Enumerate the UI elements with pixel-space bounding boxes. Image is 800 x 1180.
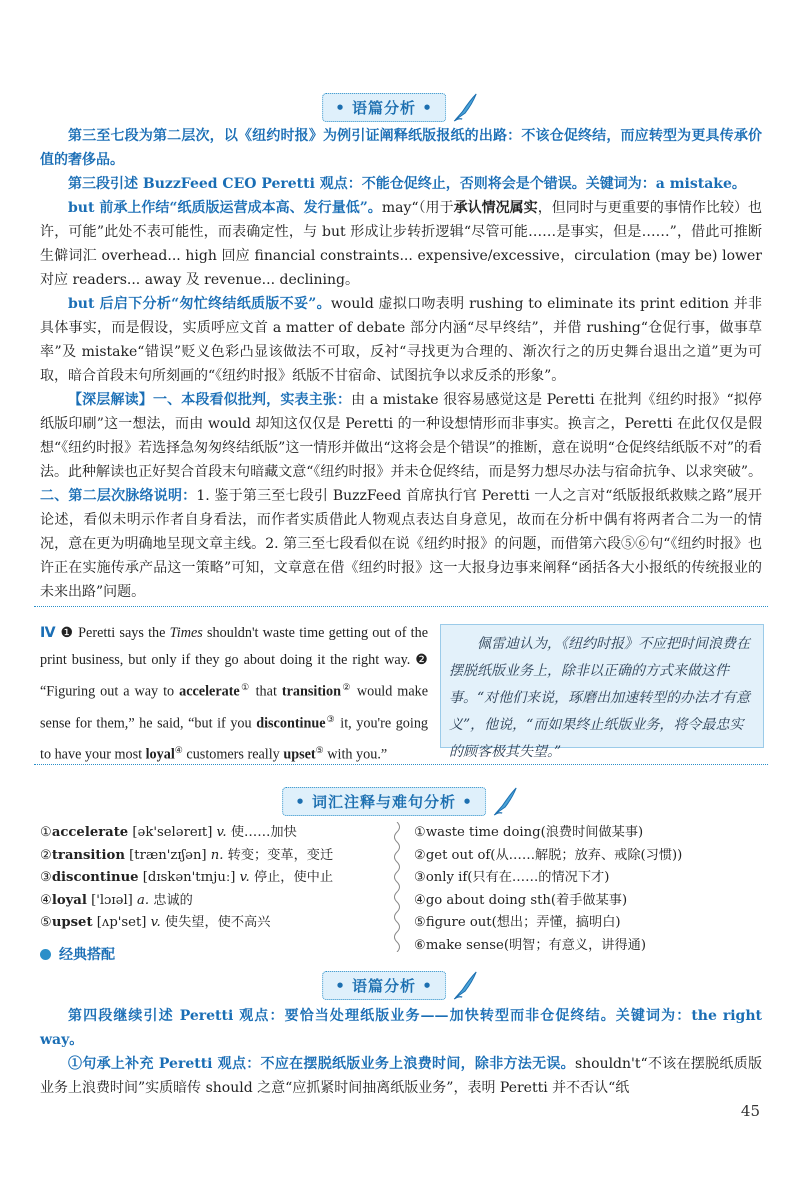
analysis-paragraph: ①句承上补充 Peretti 观点：不应在摆脱纸版业务上浪费时间，除非方法无误。shouldn't“不该在摆脱纸质版业务上浪费时间”实质暗传 should 之意“应抓紧时间抽离纸版业务”，表明 Peretti 并不否认“纸	[40, 1056, 762, 1096]
analysis-paragraph: but 后启下分析“匆忙终结纸质版不妥”。would 虚拟口吻表明 rushing to eliminate its print edition 并非具体事实，而是假设，实质呼应文首 a matter of debate 部分内涵“尽早终结”，并借 rushing“仓促行事，做事草率”及 mistake“错误”贬义色彩凸显该做法不可取，反衬“寻找更为合理的、渐次行之的历史舞台退出之道”更为可取，暗合首段末句所刻画的“《纽约时报》纸版不甘宿命、试图抗争以求反杀的形象”。	[40, 296, 762, 384]
classic-collocation-heading: 经典搭配	[40, 944, 115, 964]
vocab-list	[40, 822, 380, 935]
vocab-item: ①accelerate [ək'seləreɪt] v. 使……加快	[40, 825, 297, 840]
quill-pen-icon	[492, 786, 518, 816]
vocab-item: ②transition [træn'zɪʃən] n. 转变；变革，变迁	[40, 847, 334, 863]
vocab-item: ③discontinue [dɪskən'tɪnjuː] v. 停止，使中止	[40, 870, 334, 885]
translation-text: 佩雷迪认为，《纽约时报》不应把时间浪费在摆脱纸版业务上，除非以正确的方式来做这件事。“对他们来说，琢磨出加速转型的办法才有意义”，他说，“而如果终止纸版业务，将令最忠实的顾客极其失望。”	[449, 636, 751, 760]
bullet-dot-icon	[40, 949, 51, 960]
phrase-item: ①waste time doing(浪费时间做某事)	[414, 825, 644, 840]
analysis-paragraph: but 前承上作结“纸质版运营成本高、发行量低”。may“（用于承认情况属实，但同时与更重要的事情作比较）也许，可能”此处不表可能性，而表确定性，与 but 形成让步转折逻辑“尽管可能……是事实，但是……”，借此可推断生僻词汇 overhead... high 回应 financial constraints... expensive/excessive，circulation (may be) lower 对应 readers... away 及 revenue... declining。	[40, 200, 762, 288]
spiral-separator	[392, 822, 402, 952]
divider	[34, 764, 768, 765]
phrase-item: ③only if(只有在……的情况下才)	[414, 870, 610, 885]
section-title: • 语篇分析 •	[322, 93, 446, 122]
english-passage: Ⅳ ❶ Peretti says the Times shouldn't waste time getting out of the print business, but only if they go about doing it the right way. ❷ “Figuring out a way to accelerate① that transition② would make sense for them,” he said, “but if you discontinue③ it, you're going to have your most loyal④ customers really upset⑤ with you.”	[40, 625, 429, 764]
deep-reading-paragraph: 【深层解读】一、本段看似批判，实表主张：由 a mistake 很容易感觉这是 Peretti 在批判《纽约时报》“拟停纸版印刷”这一想法，而由 would 却知这仅仅是 Peretti 的一种设想情形而非事实。换言之，Peretti 在此仅仅是假想“《纽约时报》若选择急匆匆终结纸版”这一情形并做出“这将会是个错误”的推断，意在说明“仓促终结纸版不对”的看法。此种解读也正好契合首段末句暗藏文意“《纽约时报》并未仓促终结，而是努力想尽办法与宿命抗争、以求突破”。二、第二层次脉络说明：1. 鉴于第三至七段引 BuzzFeed 首席执行官 Peretti 一人之言对“纸版报纸救赎之路”展开论述，看似未明示作者自身看法，而作者实质借此人物观点表达自身意见，故而在分析中偶有将两者合二为一的情况，意在更为明确地呈现文章主线。2. 第三至七段看似在说《纽约时报》的问题，而借第六段⑤⑥句“《纽约时报》也许正在实施传承产品这一策略”可知，文章意在借《纽约时报》这一大报身边事来阐释“函括各大小报纸的传统报业的未来出路”问题。	[40, 392, 763, 600]
phrase-item: ④go about doing sth(着手做某事)	[414, 892, 628, 908]
analysis-block-1	[40, 124, 762, 604]
phrase-list	[414, 822, 764, 957]
divider	[34, 606, 768, 607]
phrase-item: ⑤figure out(想出；弄懂，搞明白)	[414, 915, 621, 930]
page-number: 45	[740, 1102, 760, 1120]
quill-pen-icon	[452, 92, 478, 122]
section-header-analysis	[322, 92, 478, 122]
section-title: • 语篇分析 •	[322, 971, 446, 1000]
translation-box	[440, 624, 764, 760]
analysis-block-2	[40, 1004, 762, 1100]
analysis-summary: 第四段继续引述 Peretti 观点：要恰当处理纸版业务——加快转型而非仓促终结。关键词为：the right way。	[40, 1008, 762, 1048]
quill-pen-icon	[452, 970, 478, 1000]
section-title: • 词汇注释与难句分析 •	[282, 787, 486, 816]
phrase-item: ⑥make sense(明智；有意义，讲得通)	[414, 937, 646, 953]
analysis-point: 第三段引述 BuzzFeed CEO Peretti 观点：不能仓促终止，否则将会是个错误。关键词为：a mistake。	[68, 176, 746, 192]
section-header-vocab	[282, 786, 518, 816]
vocab-item: ⑤upset [ʌp'set] v. 使失望，使不高兴	[40, 915, 271, 930]
analysis-summary: 第三至七段为第二层次，以《纽约时报》为例引证阐释纸版报纸的出路：不该仓促终结，而应转型为更具传承价值的奢侈品。	[40, 128, 762, 168]
vocab-item: ④loyal ['lɔɪəl] a. 忠诚的	[40, 892, 193, 908]
phrase-item: ②get out of(从……解脱；放弃、戒除(习惯))	[414, 847, 683, 863]
section-header-analysis-2	[322, 970, 478, 1000]
